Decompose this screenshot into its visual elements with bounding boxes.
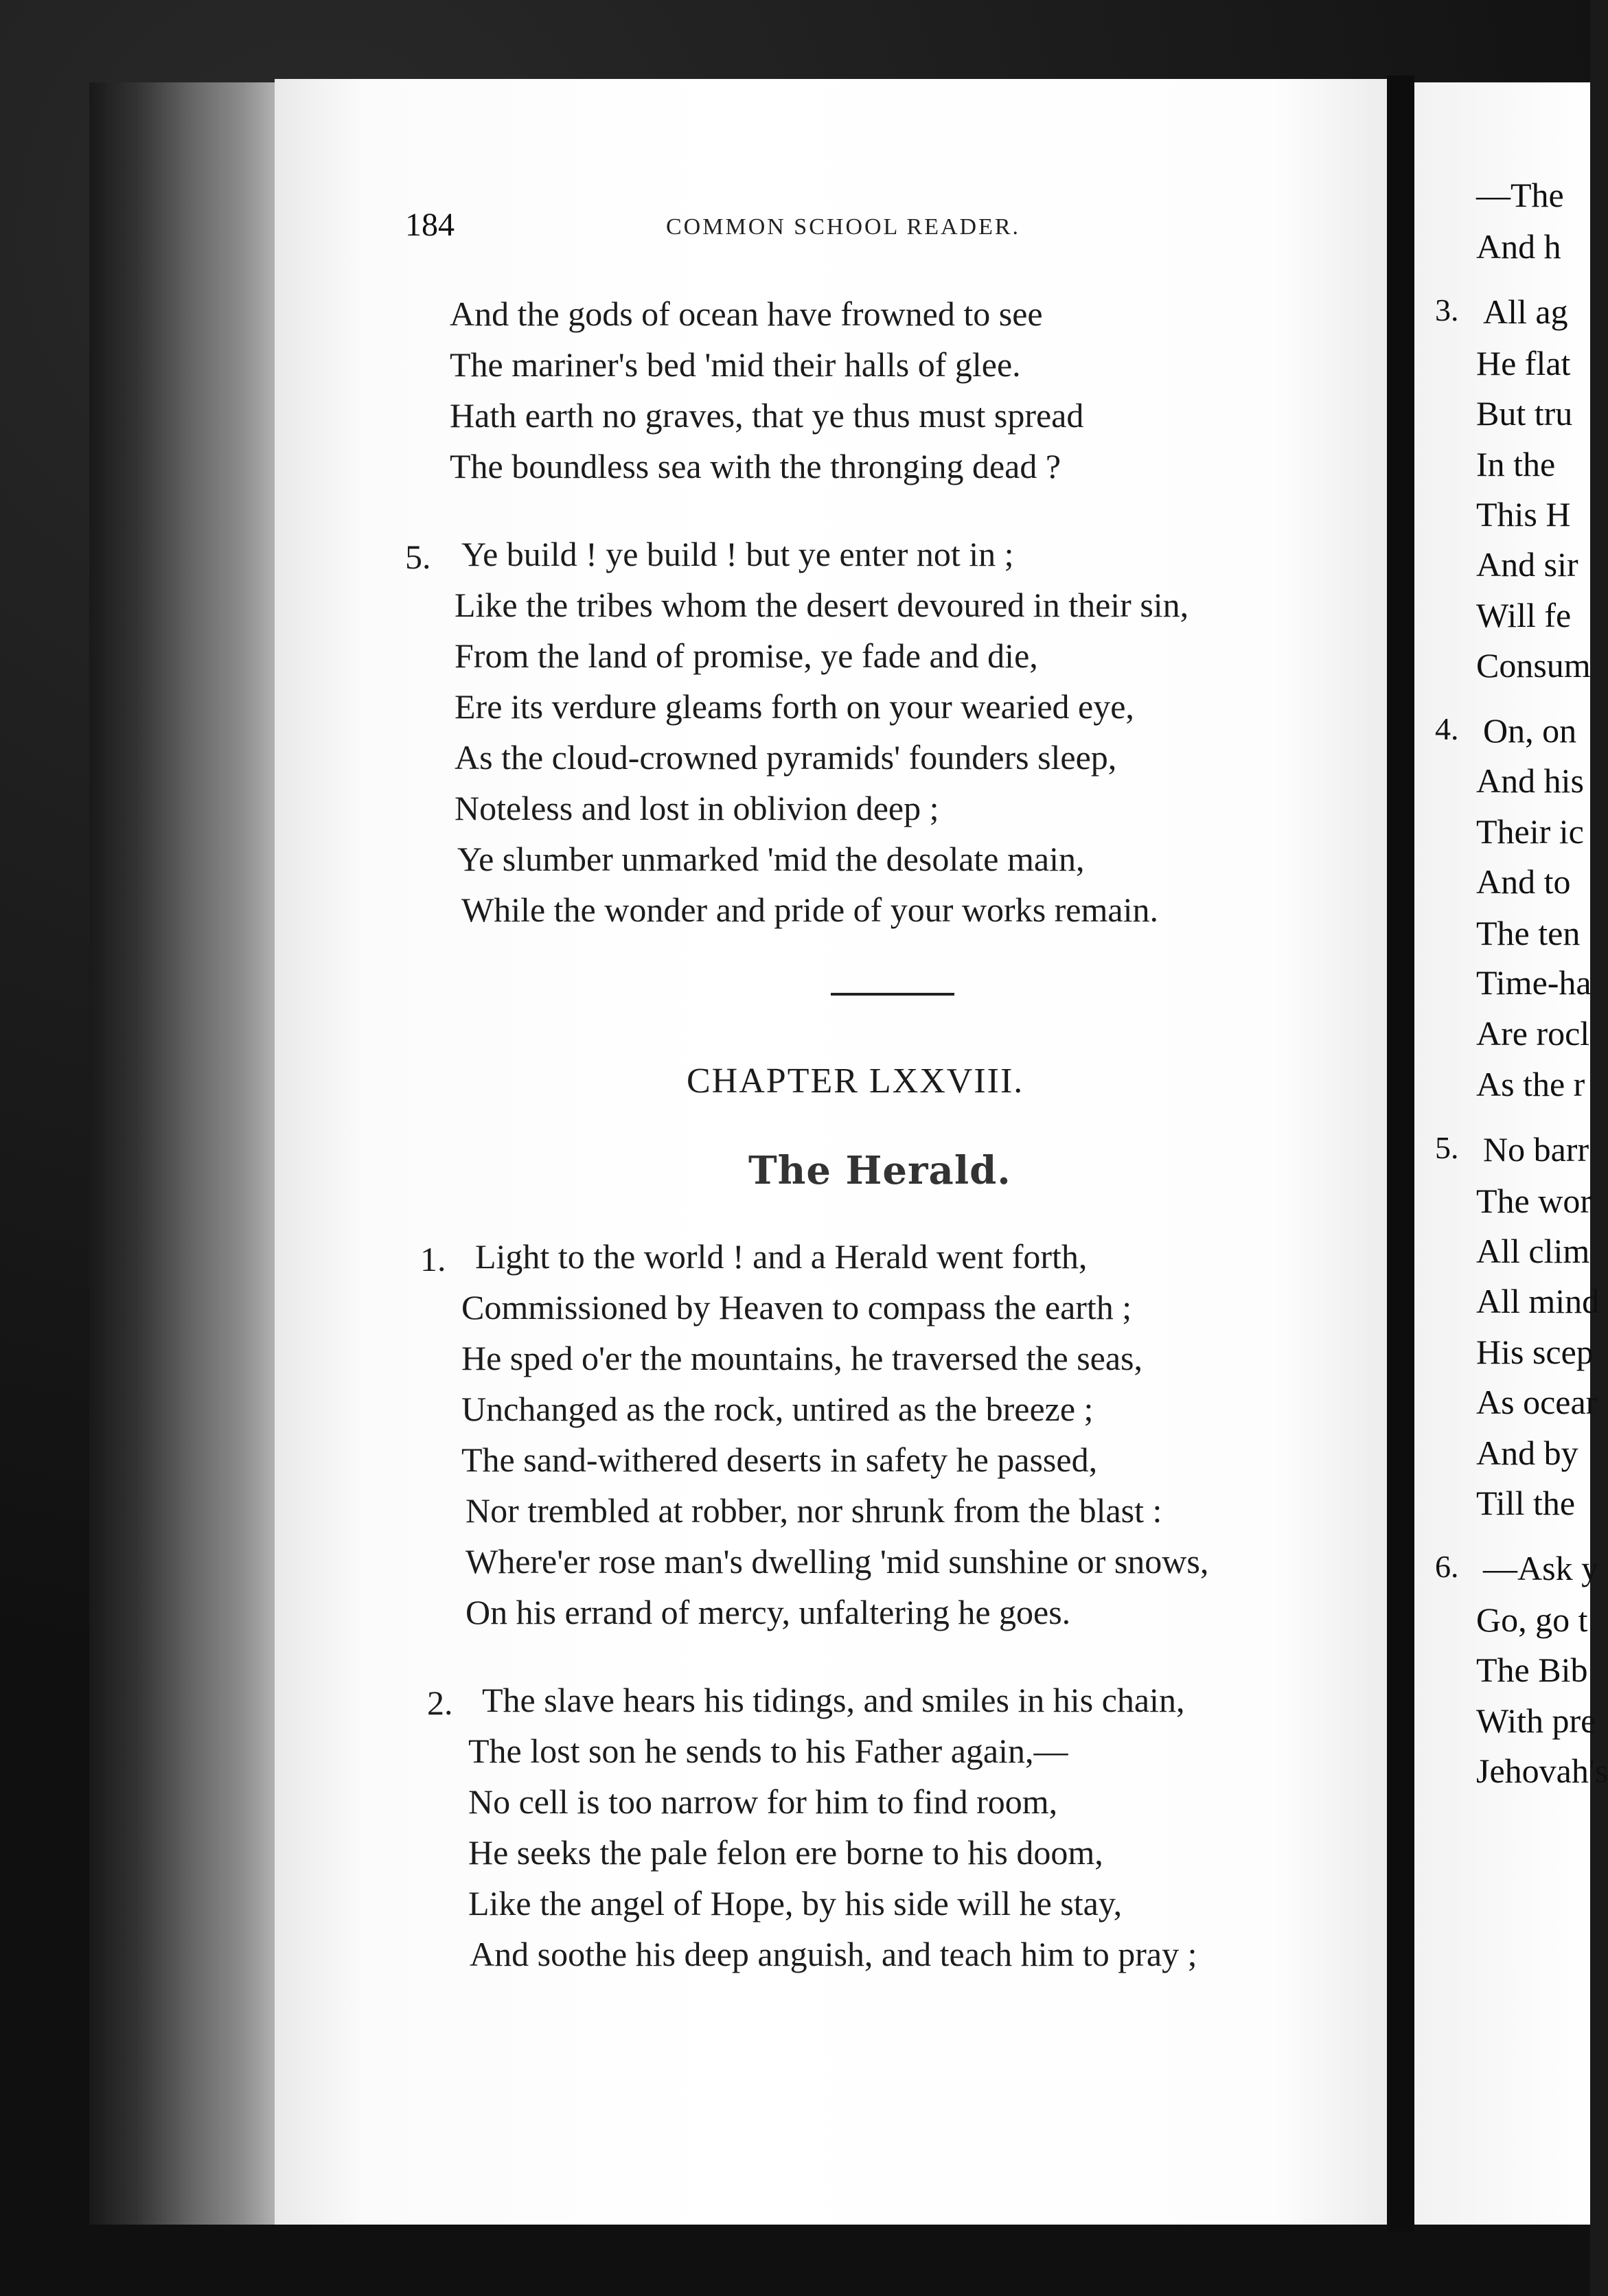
- verse-line: The boundless sea with the thronging dead ?: [450, 447, 1061, 485]
- truncated-verse-line: —Ask y: [1483, 1549, 1599, 1587]
- stanza-number: 4.: [1435, 711, 1459, 746]
- truncated-verse-line: Go, go t: [1476, 1600, 1588, 1639]
- truncated-verse-line: And by: [1476, 1434, 1578, 1472]
- truncated-verse-line: Time-ha: [1476, 963, 1592, 1002]
- truncated-verse-line: And h: [1476, 227, 1561, 266]
- truncated-verse-line: And to: [1476, 862, 1571, 901]
- poem-title: The Herald.: [748, 1148, 1011, 1193]
- verse-line: Ere its verdure gleams forth on your wearied eye,: [455, 687, 1134, 726]
- truncated-verse-line: Their ic: [1476, 812, 1584, 851]
- truncated-verse-line: The wor: [1476, 1182, 1592, 1220]
- verse-line: The slave hears his tidings, and smiles in his chain,: [482, 1681, 1185, 1719]
- verse-line: From the land of promise, ye fade and die,: [455, 636, 1038, 675]
- truncated-verse-line: —The: [1476, 176, 1564, 214]
- verse-line: The lost son he sends to his Father again,—: [468, 1732, 1068, 1770]
- verse-line: Unchanged as the rock, untired as the breeze ;: [461, 1390, 1094, 1428]
- truncated-verse-line: No barr: [1483, 1130, 1589, 1169]
- verse-line: On his errand of mercy, unfaltering he goes.: [466, 1593, 1071, 1631]
- truncated-verse-line: Till the: [1476, 1484, 1576, 1522]
- verse-line: And the gods of ocean have frowned to see: [450, 295, 1043, 333]
- verse-line: While the wonder and pride of your works remain.: [461, 891, 1158, 929]
- stanza-number: 5.: [405, 538, 431, 576]
- truncated-verse-line: In the: [1476, 445, 1556, 483]
- verse-line: Commissioned by Heaven to compass the earth ;: [461, 1288, 1132, 1327]
- running-head: COMMON SCHOOL READER.: [666, 214, 1021, 240]
- truncated-verse-line: Are rocl: [1476, 1014, 1590, 1053]
- verse-line: Where'er rose man's dwelling 'mid sunshine or snows,: [466, 1542, 1209, 1581]
- verse-line: He sped o'er the mountains, he traversed the seas,: [461, 1339, 1143, 1377]
- verse-line: Noteless and lost in oblivion deep ;: [455, 789, 939, 827]
- truncated-verse-line: All ag: [1483, 292, 1568, 331]
- verse-line: The mariner's bed 'mid their halls of glee.: [450, 345, 1021, 384]
- truncated-verse-line: On, on: [1483, 711, 1577, 750]
- right-page-fragment: [1414, 82, 1608, 2225]
- truncated-verse-line: His scep: [1476, 1333, 1594, 1371]
- verse-line: As the cloud-crowned pyramids' founders sleep,: [455, 738, 1117, 777]
- truncated-verse-line: All mind: [1476, 1282, 1600, 1320]
- stanza-number: 2.: [427, 1684, 453, 1722]
- truncated-verse-line: As the r: [1476, 1065, 1585, 1103]
- truncated-verse-line: Will fe: [1476, 596, 1572, 634]
- stanza-number: 6.: [1435, 1549, 1459, 1584]
- truncated-verse-line: And sir: [1476, 545, 1578, 584]
- verse-line: Like the tribes whom the desert devoured in their sin,: [455, 586, 1189, 624]
- truncated-verse-line: All clim: [1476, 1232, 1590, 1270]
- verse-line: He seeks the pale felon ere borne to his doom,: [468, 1833, 1103, 1872]
- book-gutter: [1387, 76, 1414, 2231]
- stanza-number: 1.: [420, 1240, 446, 1278]
- truncated-verse-line: He flat: [1476, 344, 1571, 382]
- book-spine-edge: [89, 82, 282, 2225]
- verse-line: Nor trembled at robber, nor shrunk from the blast :: [466, 1491, 1162, 1530]
- page-header: [405, 206, 1119, 261]
- truncated-verse-line: The ten: [1476, 914, 1581, 952]
- stanza-number: 5.: [1435, 1130, 1459, 1165]
- truncated-verse-line: This H: [1476, 495, 1571, 533]
- truncated-verse-line: Jehovah's: [1476, 1752, 1608, 1790]
- truncated-verse-line: As ocear: [1476, 1383, 1598, 1421]
- chapter-number: CHAPTER LXXVIII.: [687, 1061, 1024, 1101]
- verse-line: Ye build ! ye build ! but ye enter not in ;: [461, 535, 1014, 573]
- verse-line: No cell is too narrow for him to find room,: [468, 1782, 1058, 1821]
- section-divider: [831, 993, 954, 996]
- truncated-verse-line: The Bib: [1476, 1651, 1588, 1689]
- verse-line: The sand-withered deserts in safety he passed,: [461, 1440, 1098, 1479]
- truncated-verse-line: Consum: [1476, 646, 1591, 685]
- truncated-verse-line: With pre: [1476, 1701, 1596, 1740]
- truncated-verse-line: And his: [1476, 761, 1584, 800]
- verse-line: Ye slumber unmarked 'mid the desolate main,: [457, 840, 1085, 878]
- verse-line: Hath earth no graves, that ye thus must spread: [450, 396, 1084, 435]
- verse-line: Like the angel of Hope, by his side will he stay,: [468, 1884, 1123, 1922]
- stanza-number: 3.: [1435, 292, 1459, 328]
- truncated-verse-line: But tru: [1476, 394, 1573, 433]
- verse-line: Light to the world ! and a Herald went forth,: [475, 1237, 1088, 1276]
- verse-line: And soothe his deep anguish, and teach him to pray ;: [470, 1935, 1197, 1973]
- page-number: 184: [405, 207, 455, 243]
